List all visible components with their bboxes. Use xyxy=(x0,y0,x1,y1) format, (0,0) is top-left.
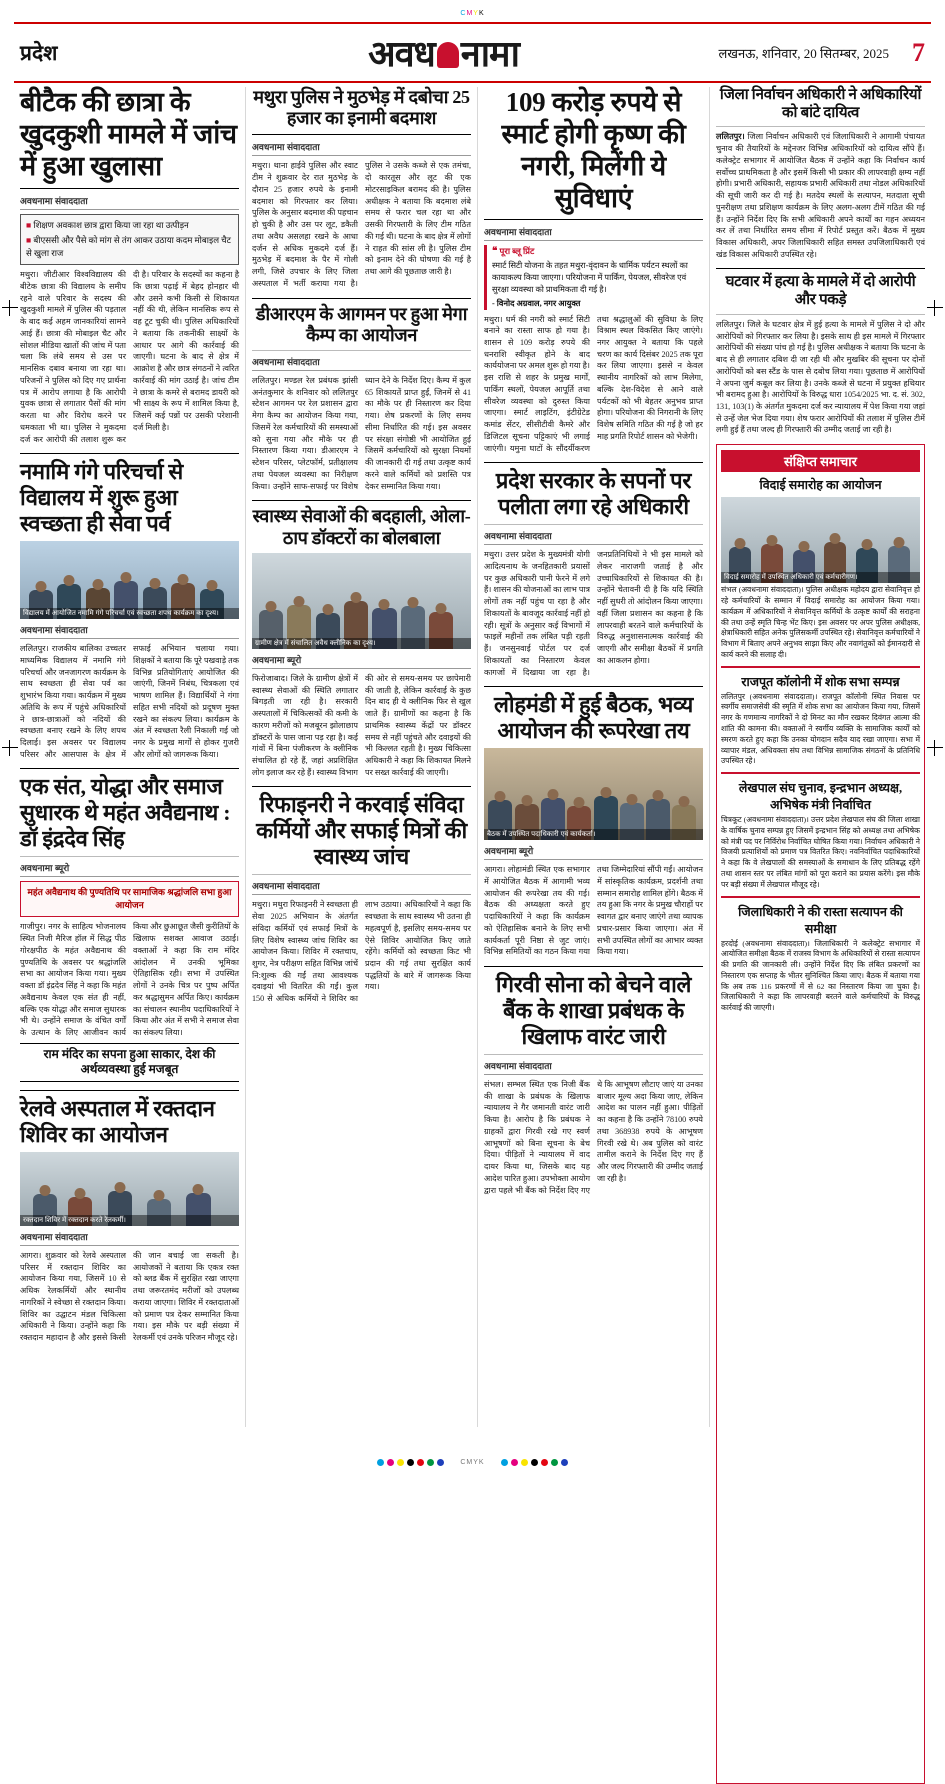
photo xyxy=(484,748,703,840)
byline: अवधनामा संवाददाता xyxy=(484,529,703,545)
pull-quote-label: ❝ पूरा ब्लू प्रिंट xyxy=(492,246,535,258)
body-text: फिरोजाबाद। जिले के ग्रामीण क्षेत्रों में स्वास्थ्य सेवाओं की स्थिति लगातार बिगड़ती जा रही है। सरकारी अस्पतालों में चिकित्सकों की कमी के कारण मरीजों को मजबूरन झोलाछाप डॉक्टरों के पास जाना पड़ रहा है। कई गांवों में बिना पंजीकरण के क्लीनिक संचालित हो रहे हैं, जहां अप्रशिक्षित लोग इलाज कर रहे हैं। स्वास्थ्य विभाग की ओर से समय-समय पर छापेमारी की जाती है, लेकिन कार्रवाई के कुछ दिन बाद ही ये क्लीनिक फिर से खुल जाते हैं। ग्रामीणों का कहना है कि प्राथमिक स्वास्थ्य केंद्रों पर डॉक्टर समय से नहीं पहुंचते और दवाइयों की भी किल्लत रहती है। मुख्य चिकित्सा अधिकारी ने कहा कि शिकायत मिलने पर सख्त कार्रवाई की जाएगी। xyxy=(252,673,471,777)
headline: डीआरएम के आगमन पर हुआ मेगा कैम्प का आयोजन xyxy=(255,303,468,345)
brief-text: संभल (अवधनामा संवाददाता)। पुलिस अधीक्षक महोदय द्वारा सेवानिवृत्त हो रहे कर्मचारियों के सम्मान में विदाई समारोह का आयोजन किया गया। कार्यक्रम में अधिकारियों ने सेवानिवृत्त कर्मियों के उत्कृष्ट कार्यों की सराहना की तथा उन्हें स्मृति चिन्ह भेंट किए। इस अवसर पर अपर पुलिस अधीक्षक, क्षेत्राधिकारी सहित अनेक पुलिसकर्मी उपस्थित रहे। सेवानिवृत्त कर्मचारियों ने विभाग में बिताए अपने अनुभव साझा किए और नवागंतुकों को ईमानदारी से कार्य करने की सलाह दी। xyxy=(721,585,920,659)
story-drm-mega-camp xyxy=(252,304,471,493)
column-2 xyxy=(246,87,478,1427)
body-text: मथुरा। उत्तर प्रदेश के मुख्यमंत्री योगी आदित्यनाथ के जनहितकारी प्रयासों पर कुछ अधिकारी पानी फेरने में लगे हैं। शासन की योजनाओं का लाभ पात्र लोगों तक नहीं पहुंच पा रहा है और शिकायतों के बावजूद कार्रवाई नहीं हो रही। सूत्रों के अनुसार कई विभागों में फाइलें महीनों तक लंबित पड़ी रहती हैं। जनसुनवाई पोर्टल पर दर्ज शिकायतों का निस्तारण केवल कागजों में दिखाया जा रहा है। जनप्रतिनिधियों ने भी इस मामले को लेकर नाराजगी जताई है और उच्चाधिकारियों से शिकायत की है। उन्होंने चेतावनी दी है कि यदि स्थिति नहीं सुधरी तो आंदोलन किया जाएगा। वहीं जिला प्रशासन का कहना है कि लापरवाही बरतने वाले कर्मचारियों के विरुद्ध अनुशासनात्मक कार्रवाई की जाएगी और समीक्षा बैठकों में प्रगति का आकलन होगा। xyxy=(484,550,703,677)
body-text: ललितपुर। राजकीय बालिका उच्चतर माध्यमिक विद्यालय में नमामि गंगे परिचर्चा और जनजागरण कार्यक्रम के साथ स्वच्छता ही सेवा पर्व का शुभारंभ किया गया। कार्यक्रम में मुख्य अतिथि के रूप में पहुंचे अधिकारियों ने छात्र-छात्राओं को नदियों की स्वच्छता बनाए रखने के लिए शपथ दिलाई। इस अवसर पर विद्यालय परिसर और आसपास के क्षेत्र में सफाई अभियान चलाया गया। शिक्षकों ने बताया कि पूरे पखवाड़े तक विभिन्न प्रतियोगिताएं आयोजित की जाएंगी, जिनमें निबंध, चित्रकला एवं भाषण शामिल हैं। विद्यार्थियों ने गंगा सहित सभी नदियों को प्रदूषण मुक्त रखने का संकल्प लिया। कार्यक्रम के अंत में स्वच्छता रैली निकाली गई जो नगर के प्रमुख मार्गों से होकर गुजरी और लोगों को जागरूक किया। xyxy=(20,644,239,759)
column-1 xyxy=(14,87,246,1427)
pull-quote-text: स्मार्ट सिटी योजना के तहत मथुरा-वृंदावन के धार्मिक पर्यटन स्थलों का कायाकल्प किया जाएगा। परियोजना में पार्किंग, पेयजल, सीवरेज एवं सुरक्षा व्यवस्था को प्राथमिकता दी गई है। xyxy=(492,260,688,294)
byline: अवधनामा ब्यूरो xyxy=(20,861,239,877)
byline: अवधनामा संवाददाता xyxy=(20,623,239,639)
byline: अवधनामा संवाददाता xyxy=(252,879,471,895)
story-namami-gange xyxy=(20,459,239,760)
inset-highlight: महंत अवैद्यनाथ की पुण्यतिथि पर सामाजिक श्रद्धांजलि सभा हुआ आयोजन xyxy=(20,881,239,917)
body-text: गाजीपुर। नगर के साहित्य भोजनालय स्थित निजी मैरिज हॉल में सिद्ध पीठ गोरक्षपीठ के महंत अवैद्यनाथ की पुण्यतिथि के अवसर पर श्रद्धांजलि सभा का आयोजन किया गया। मुख्य वक्ता डॉ इंद्रदेव सिंह ने कहा कि महंत अवैद्यनाथ केवल एक संत ही नहीं, बल्कि एक योद्धा और समाज सुधारक भी थे। उन्होंने समाज के वंचित वर्गों के उत्थान के लिए आजीवन कार्य किया और छुआछूत जैसी कुरीतियों के खिलाफ सशक्त आवाज उठाई। वक्ताओं ने कहा कि राम मंदिर आंदोलन में उनकी भूमिका ऐतिहासिक रही। सभा में उपस्थित लोगों ने उनके चित्र पर पुष्प अर्पित कर श्रद्धासुमन अर्पित किए। कार्यक्रम का संचालन स्थानीय पदाधिकारियों ने किया और अंत में सभी ने समाज सेवा का संकल्प लिया। xyxy=(20,922,239,1038)
story-mahant-avaidyanath xyxy=(20,774,239,1081)
story-officials-criticism xyxy=(484,468,703,678)
headline: एक संत, योद्धा और समाज सुधारक थे महंत अवैद्यनाथ : डॉ इंद्रदेव सिंह xyxy=(20,774,231,852)
headline: घटवार में हत्या के मामले में दो आरोपी और पकड़े xyxy=(725,274,916,309)
print-mark-label: CMYK xyxy=(460,1458,485,1466)
byline: अवधनामा ब्यूरो xyxy=(484,844,703,860)
photo-caption: बैठक में उपस्थित पदाधिकारी एवं कार्यकर्ता। xyxy=(484,829,703,840)
body-text: मथुरा। जीटीआर विश्वविद्यालय की बीटेक छात्रा की विद्यालय के समीप रहने वाले परिवार के सदस्य की खुदकुशी मामले में पुलिस की पड़ताल के बाद कई अहम जानकारियां सामने आई हैं। छात्रा की मोबाइल चैट और सोशल मीडिया खातों की जांच में पता चला कि लंबे समय से उस पर मानसिक दबाव बनाया जा रहा था। परिजनों ने पुलिस को दिए गए प्रार्थना पत्र में आरोप लगाया है कि आरोपी युवक छात्रा से लगातार पैसों की मांग करता था और विरोध करने पर धमकाता भी था। पुलिस ने मुकदमा दर्ज कर आरोपी की तलाश शुरू कर दी है। परिवार के सदस्यों का कहना है कि छात्रा पढ़ाई में बेहद होनहार थी और उसने कभी किसी से शिकायत नहीं की थी, लेकिन मानसिक रूप से वह टूट चुकी थी। पुलिस अधिकारियों ने बताया कि तकनीकी साक्ष्यों के आधार पर आगे की कार्रवाई की जाएगी। घटना के बाद से क्षेत्र में आक्रोश है और छात्र संगठनों ने त्वरित कार्रवाई की मांग उठाई है। जांच टीम ने छात्रा के कमरे से बरामद डायरी को भी साक्ष्य के रूप में शामिल किया है, जिसमें कई पन्नों पर उसकी परेशानी दर्ज मिली है। xyxy=(20,270,239,444)
bullet-icon: ■ xyxy=(26,219,32,230)
story-ghatwar-murder xyxy=(716,274,925,436)
story-election-duties xyxy=(716,87,925,260)
body-text: मथुरा। मथुरा रिफाइनरी ने स्वच्छता ही सेवा 2025 अभियान के अंतर्गत संविदा कर्मियों एवं सफाई मित्रों के लिए विशेष स्वास्थ्य जांच शिविर का आयोजन किया। शिविर में रक्तचाप, शुगर, नेत्र परीक्षण सहित विभिन्न जांचें नि:शुल्क की गईं तथा आवश्यक दवाइयां भी वितरित की गईं। कुल 150 से अधिक कर्मियों ने शिविर का लाभ उठाया। अधिकारियों ने कहा कि स्वच्छता के साथ स्वास्थ्य भी उतना ही महत्वपूर्ण है, इसलिए समय-समय पर ऐसे शिविर आयोजित किए जाते रहेंगे। कर्मियों को स्वच्छता किट भी प्रदान की गई तथा सुरक्षित कार्य पद्धतियों के बारे में जागरूक किया गया। xyxy=(252,900,471,1004)
story-mathura-encounter xyxy=(252,87,471,290)
bullet-item xyxy=(26,219,233,232)
sidebar-title: संक्षिप्त समाचार xyxy=(721,450,920,472)
story-blood-donation-camp xyxy=(20,1096,239,1344)
story-smart-city xyxy=(484,87,703,454)
color-dots xyxy=(377,1459,444,1466)
column-4 xyxy=(710,87,931,1427)
byline: अवधनामा ब्यूरो xyxy=(252,653,471,669)
body-text: संभल। सम्भल स्थित एक निजी बैंक की शाखा के प्रबंधक के खिलाफ न्यायालय ने गैर जमानती वारंट जारी किया है। आरोप है कि प्रबंधक ने ग्राहकों द्वारा गिरवी रखे गए स्वर्ण आभूषणों को बिना सूचना के बेच दिया। पीड़ितों ने न्यायालय में वाद दायर किया था, जिसके बाद यह आदेश पारित हुआ। उपभोक्ता आयोग द्वारा पहले भी बैंक को निर्देश दिए गए थे कि आभूषण लौटाए जाएं या उनका बाजार मूल्य अदा किया जाए, लेकिन आदेश का पालन नहीं हुआ। पीड़ितों का कहना है कि उन्होंने 78100 रुपये तथा 368938 रुपये के आभूषण गिरवी रखे थे। अब पुलिस को वारंट तामील कराने के निर्देश दिए गए हैं और जल्द गिरफ्तारी की उम्मीद जताई जा रही है। xyxy=(484,1079,703,1195)
registration-mark xyxy=(2,740,18,756)
story-refinery-health-check xyxy=(252,792,471,1004)
headline: गिरवी सोना को बेचने वाले बैंक के शाखा प्रबंधक के खिलाफ वारंट जारी xyxy=(495,972,692,1049)
page-number: 7 xyxy=(912,37,925,67)
headline: 109 करोड़ रुपये से स्मार्ट होगी कृष्ण की नगरी, मिलेंगी ये सुविधाएं xyxy=(501,87,686,213)
brief-text: हरदोई (अवधनामा संवाददाता)। जिलाधिकारी ने कलेक्ट्रेट सभागार में आयोजित समीक्षा बैठक में राजस्व विभाग के अधिकारियों से रास्ता सत्यापन की प्रगति की जानकारी ली। उन्होंने निर्देश दिए कि लंबित प्रकरणों का निस्तारण एक सप्ताह के भीतर सुनिश्चित किया जाए। बैठक में बताया गया कि अब तक 116 प्रकरणों में से 62 का निस्तारण किया जा चुका है। जिलाधिकारी ने कहा कि लापरवाही बरतने वाले कर्मचारियों के विरुद्ध कार्रवाई की जाएगी। xyxy=(721,938,920,1013)
brief-text: चित्रकूट (अवधनामा संवाददाता)। उत्तर प्रदेश लेखपाल संघ की जिला शाखा के वार्षिक चुनाव सम्पन्न हुए जिसमें इन्द्रभान सिंह को अध्यक्ष तथा अभिषेक को मंत्री पद पर निर्विरोध निर्वाचित घोषित किया गया। निर्वाचन अधिकारी ने विजयी प्रत्याशियों को प्रमाण पत्र वितरित किए। नवनिर्वाचित पदाधिकारियों ने कहा कि वे लेखपालों की समस्याओं के समाधान के लिए प्रतिबद्ध रहेंगे तथा शासन स्तर पर लंबित मांगों को पूरा कराने का प्रयास करेंगे। इस मौके पर बड़ी संख्या में लेखपाल मौजूद रहे। xyxy=(721,815,920,889)
body-text xyxy=(716,131,925,260)
byline: अवधनामा संवाददाता xyxy=(252,140,471,156)
body-text: आगरा। लोहामंडी स्थित एक सभागार में आयोजित बैठक में आगामी भव्य आयोजन की रूपरेखा तय की गई। बैठक की अध्यक्षता करते हुए पदाधिकारियों ने कहा कि कार्यक्रम को ऐतिहासिक बनाने के लिए सभी कार्यकर्ता पूरी निष्ठा से जुट जाएं। विभिन्न समितियों का गठन किया गया तथा जिम्मेदारियां सौंपी गईं। आयोजन में सांस्कृतिक कार्यक्रम, प्रदर्शनी तथा सम्मान समारोह शामिल होंगे। बैठक में तय हुआ कि नगर के प्रमुख चौराहों पर स्वागत द्वार बनाए जाएंगे तथा व्यापक प्रचार-प्रसार किया जाएगा। अंत में सभी उपस्थित लोगों का आभार व्यक्त किया गया। xyxy=(484,865,703,957)
newspaper-logo xyxy=(170,28,717,77)
headline: लोहमंडी में हुई बैठक, भव्य आयोजन की रूपरेखा तय xyxy=(494,692,693,744)
photo xyxy=(20,1152,239,1226)
story-health-services xyxy=(252,506,471,778)
photo xyxy=(20,541,239,619)
photo xyxy=(252,553,471,649)
print-mark-top: CMYK xyxy=(460,10,485,17)
pull-quote xyxy=(484,245,703,309)
byline: अवधनामा संवाददाता xyxy=(484,1059,703,1075)
page-grid xyxy=(14,87,931,1427)
logo-text-left: अवध xyxy=(368,34,435,74)
byline: अवधनामा संवाददाता xyxy=(20,194,239,210)
brief-heading: लेखपाल संघ चुनाव, इन्द्रभान अध्यक्ष, अभिषेक मंत्री निर्वाचित xyxy=(738,781,903,813)
headline: स्वास्थ्य सेवाओं की बदहाली, ओला-ठाप डॉक्टरों का बोलबाला xyxy=(252,506,471,548)
body-text: मथुरा। धर्म की नगरी को स्मार्ट सिटी बनाने का रास्ता साफ हो गया है। शासन से 109 करोड़ रुपये की धनराशि स्वीकृत होने के बाद कार्ययोजना पर अमल शुरू हो गया है। इस राशि से शहर के प्रमुख मार्गों, पार्किंग स्थलों, पेयजल आपूर्ति तथा सीवरेज व्यवस्था को दुरुस्त किया जाएगा। स्मार्ट लाइटिंग, इंटीग्रेटेड कमांड सेंटर, सीसीटीवी कैमरे और डिजिटल सूचना पट्टिकाएं भी लगाई जाएंगी। यमुना घाटों के सौंदर्यीकरण तथा श्रद्धालुओं की सुविधा के लिए विश्राम स्थल विकसित किए जाएंगे। नगर आयुक्त ने बताया कि पहले चरण का कार्य दिसंबर 2025 तक पूरा कर लिया जाएगा। इससे न केवल स्थानीय नागरिकों को लाभ मिलेगा, बल्कि देश-विदेश से आने वाले पर्यटकों को भी बेहतर अनुभव प्राप्त होगा। परियोजना की निगरानी के लिए विशेष समिति गठित की गई है जो हर माह प्रगति रिपोर्ट शासन को भेजेगी। xyxy=(484,314,703,453)
story-bank-manager-warrant xyxy=(484,972,703,1196)
headline: प्रदेश सरकार के सपनों पर पलीता लगा रहे अधिकारी xyxy=(495,468,692,520)
body-text: ललितपुर। जिले के घटवार क्षेत्र में हुई हत्या के मामले में पुलिस ने दो और आरोपियों को गिरफ्तार कर लिया है। इसके साथ ही इस मामले में गिरफ्तार आरोपियों की संख्या पांच हो गई है। पुलिस अधीक्षक ने बताया कि घटना के बाद से ही लगातार दबिश दी जा रही थी और मुखबिर की सूचना पर दोनों आरोपियों को बस स्टैंड के पास से दबोच लिया गया। पूछताछ में आरोपियों ने अपना जुर्म कबूल कर लिया है। उनके कब्जे से घटना में प्रयुक्त हथियार भी बरामद हुआ है। आरोपियों के विरुद्ध धारा 1054/2025 भा. द. सं. 302, 131, 103(1) के अंतर्गत मुकदमा दर्ज कर न्यायालय में पेश किया गया जहां से उन्हें जेल भेज दिया गया। शेष फरार आरोपियों की तलाश में पुलिस टीमें लगी हुई हैं तथा जल्द ही गिरफ्तारी की उम्मीद जताई जा रही है। xyxy=(716,319,925,435)
brief-heading: जिलाधिकारी ने की रास्ता सत्यापन की समीक्षा xyxy=(738,904,903,936)
story-btech-student xyxy=(20,87,239,445)
quote-icon: ❝ xyxy=(492,246,498,258)
column-3 xyxy=(478,87,710,1427)
photo-caption: विद्यालय में आयोजित नमामि गंगे परिचर्चा एवं स्वच्छता शपथ कार्यक्रम का दृश्य। xyxy=(20,608,239,619)
byline: अवधनामा संवाददाता xyxy=(20,1230,239,1246)
section-title: प्रदेश xyxy=(20,40,58,65)
bullet-box xyxy=(20,214,239,266)
body-text: मथुरा। थाना हाईवे पुलिस और स्वाट टीम ने शुक्रवार देर रात मुठभेड़ के दौरान 25 हजार रुपये के इनामी बदमाश को गिरफ्तार कर लिया। पुलिस के अनुसार बदमाश की पहचान हो चुकी है और उस पर लूट, डकैती तथा अवैध असलहा रखने के आधा दर्जन से अधिक मुकदमे दर्ज हैं। मुठभेड़ में बदमाश के पैर में गोली लगी, जिसे उपचार के लिए जिला अस्पताल में भर्ती कराया गया है। पुलिस ने उसके कब्जे से एक तमंचा, दो कारतूस और लूट की एक मोटरसाइकिल बरामद की है। पुलिस अधीक्षक ने बताया कि बदमाश लंबे समय से फरार चल रहा था और उसकी गिरफ्तारी के लिए टीम गठित की गई थी। घटना के बाद क्षेत्र में लोगों ने राहत की सांस ली है। पुलिस टीम को इनाम देने की घोषणा की गई है तथा आगे की पूछताछ जारी है। xyxy=(252,161,471,288)
logo-text-right: नामा xyxy=(460,34,519,74)
photo xyxy=(721,497,920,583)
byline: अवधनामा संवाददाता xyxy=(252,355,471,371)
headline: रिफाइनरी ने करवाई संविदा कर्मियों और सफाई मित्रों की स्वास्थ्य जांच xyxy=(256,792,467,870)
dateline-tag: ललितपुर। xyxy=(716,132,745,142)
registration-mark xyxy=(927,300,943,316)
headline: मथुरा पुलिस ने मुठभेड़ में दबोचा 25 हजार का इनामी बदमाश xyxy=(253,87,470,129)
bullet-icon: ■ xyxy=(26,235,32,246)
registration-mark xyxy=(2,300,18,316)
brief-text: ललितपुर (अवधनामा संवाददाता)। राजपूत कॉलोनी स्थित निवास पर स्वर्गीय समाजसेवी की स्मृति में शोक सभा का आयोजन किया गया, जिसमें नगर के गणमान्य नागरिकों ने दो मिनट का मौन रखकर दिवंगत आत्मा की शांति की कामना की। वक्ताओं ने स्वर्गीय व्यक्ति के सामाजिक कार्यों को स्मरण करते हुए कहा कि उनका योगदान सदैव याद रखा जाएगा। सभा में व्यापार मंडल, अधिवक्ता संघ तथा विभिन्न सामाजिक संगठनों के प्रतिनिधि उपस्थित रहे। xyxy=(721,691,920,766)
brief-heading: राजपूत कॉलोनी में शोक सभा सम्पन्न xyxy=(741,674,900,689)
masthead xyxy=(14,22,931,83)
color-dots xyxy=(501,1459,568,1466)
bullet-text: बीएससी और पैसे को मांग से तंग आकर उठाया कदम मोबाइल चैट से खुला राज xyxy=(26,235,231,259)
print-mark-bottom xyxy=(0,1451,945,1473)
side-note: राम मंदिर का सपना हुआ साकार, देश की अर्थव्यवस्था हुई मजबूत xyxy=(20,1043,239,1082)
story-lohamandi-meeting xyxy=(484,692,703,958)
brief-heading: विदाई समारोह का आयोजन xyxy=(759,478,882,493)
body-paragraph: जिला निर्वाचन अधिकारी एवं जिलाधिकारी ने आगामी पंचायत चुनाव की तैयारियों के मद्देनजर विभिन्न अधिकारियों को दायित्व सौंपे हैं। कलेक्ट्रेट सभागार में आयोजित बैठक में उन्होंने कहा कि निर्वाचन कार्य सर्वोच्च प्राथमिकता है और इसमें किसी भी प्रकार की लापरवाही क्षम्य नहीं होगी। प्रभारी अधिकारी, सहायक प्रभारी अधिकारी तथा नोडल अधिकारियों की सूची जारी कर दी गई है। मतदेय स्थलों के सत्यापन, मतदाता सूची पुनरीक्षण तथा प्रशिक्षण कार्यक्रम के लिए अलग-अलग टीमें गठित की गई हैं। उन्होंने निर्देश दिए कि सभी अधिकारी अपने कार्यों का गहन अध्ययन कर लें तथा निर्धारित समय सीमा में रिपोर्ट प्रस्तुत करें। बैठक में मुख्य विकास अधिकारी, अपर जिलाधिकारी सहित समस्त उपजिलाधिकारी एवं खंड विकास अधिकारी उपस्थित रहे। xyxy=(716,132,926,259)
pull-quote-attribution: - विनोद अग्रवाल, नगर आयुक्त xyxy=(492,298,581,308)
photo-caption: विदाई समारोह में उपस्थित अधिकारी एवं कर्मचारीगण। xyxy=(721,572,920,583)
logo-mark-icon xyxy=(437,42,459,68)
headline: नमामि गंगे परिचर्चा से विद्यालय में शुरू हुआ स्वच्छता ही सेवा पर्व xyxy=(20,459,183,537)
body-text: आगरा। शुक्रवार को रेलवे अस्पताल परिसर में रक्तदान शिविर का आयोजन किया गया, जिसमें 10 से अधिक रेलकर्मियों और स्थानीय नागरिकों ने स्वेच्छा से रक्तदान किया। शिविर का उद्घाटन मंडल चिकित्सा अधिकारी ने किया। उन्होंने कहा कि रक्तदान महादान है और इससे किसी की जान बचाई जा सकती है। आयोजकों ने बताया कि एकत्र रक्त को ब्लड बैंक में सुरक्षित रखा जाएगा तथा जरूरतमंद मरीजों को उपलब्ध कराया जाएगा। शिविर में रक्तदाताओं को प्रमाण पत्र देकर सम्मानित किया गया। इस मौके पर बड़ी संख्या में रेलकर्मी एवं उनके परिजन मौजूद रहे। xyxy=(20,1250,239,1342)
headline: रेलवे अस्पताल में रक्तदान शिविर का आयोजन xyxy=(20,1095,215,1147)
bullet-text: शिक्षण अवकाश छात्र द्वारा किया जा रहा था उत्पीड़न xyxy=(33,219,189,230)
registration-mark xyxy=(927,740,943,756)
headline: बीटैक की छात्रा के खुदकुशी मामले में जांच में हुआ खुलासा xyxy=(20,87,237,181)
byline: अवधनामा संवाददाता xyxy=(484,225,703,241)
photo-caption: ग्रामीण क्षेत्र में संचालित अवैध क्लीनिक का दृश्य। xyxy=(252,638,471,649)
headline: जिला निर्वाचन अधिकारी ने अधिकारियों को बांटे दायित्व xyxy=(719,87,922,121)
photo-caption: रक्तदान शिविर में रक्तदान करते रेलकर्मी। xyxy=(20,1215,239,1226)
dateline: लखनऊ, शनिवार, 20 सितम्बर, 2025 xyxy=(718,45,889,61)
brief-news-sidebar xyxy=(716,444,925,1784)
body-text: ललितपुर। मण्डल रेल प्रबंधक झांसी अनंतकुमार के शनिवार को ललितपुर स्टेशन आगमन पर रेल प्रशासन द्वारा मेगा कैम्प का आयोजन किया गया, जिसमें रेल कर्मचारियों की समस्याओं को सुना गया और मौके पर ही निस्तारण किया गया। डीआरएम ने स्टेशन परिसर, प्लेटफॉर्म, प्रतीक्षालय तथा पेयजल व्यवस्था का निरीक्षण किया। उन्होंने साफ-सफाई पर विशेष ध्यान देने के निर्देश दिए। कैम्प में कुल 65 शिकायतें प्राप्त हुईं, जिनमें से 41 का मौके पर ही निस्तारण कर दिया गया। शेष प्रकरणों के लिए समय सीमा निर्धारित की गई। इस अवसर पर संरक्षा संगोष्ठी भी आयोजित हुई जिसमें कर्मचारियों को सुरक्षा नियमों की जानकारी दी गई तथा उत्कृष्ट कार्य करने वाले कर्मियों को प्रशस्ति पत्र देकर सम्मानित किया गया। xyxy=(252,376,471,491)
bullet-item xyxy=(26,234,233,260)
